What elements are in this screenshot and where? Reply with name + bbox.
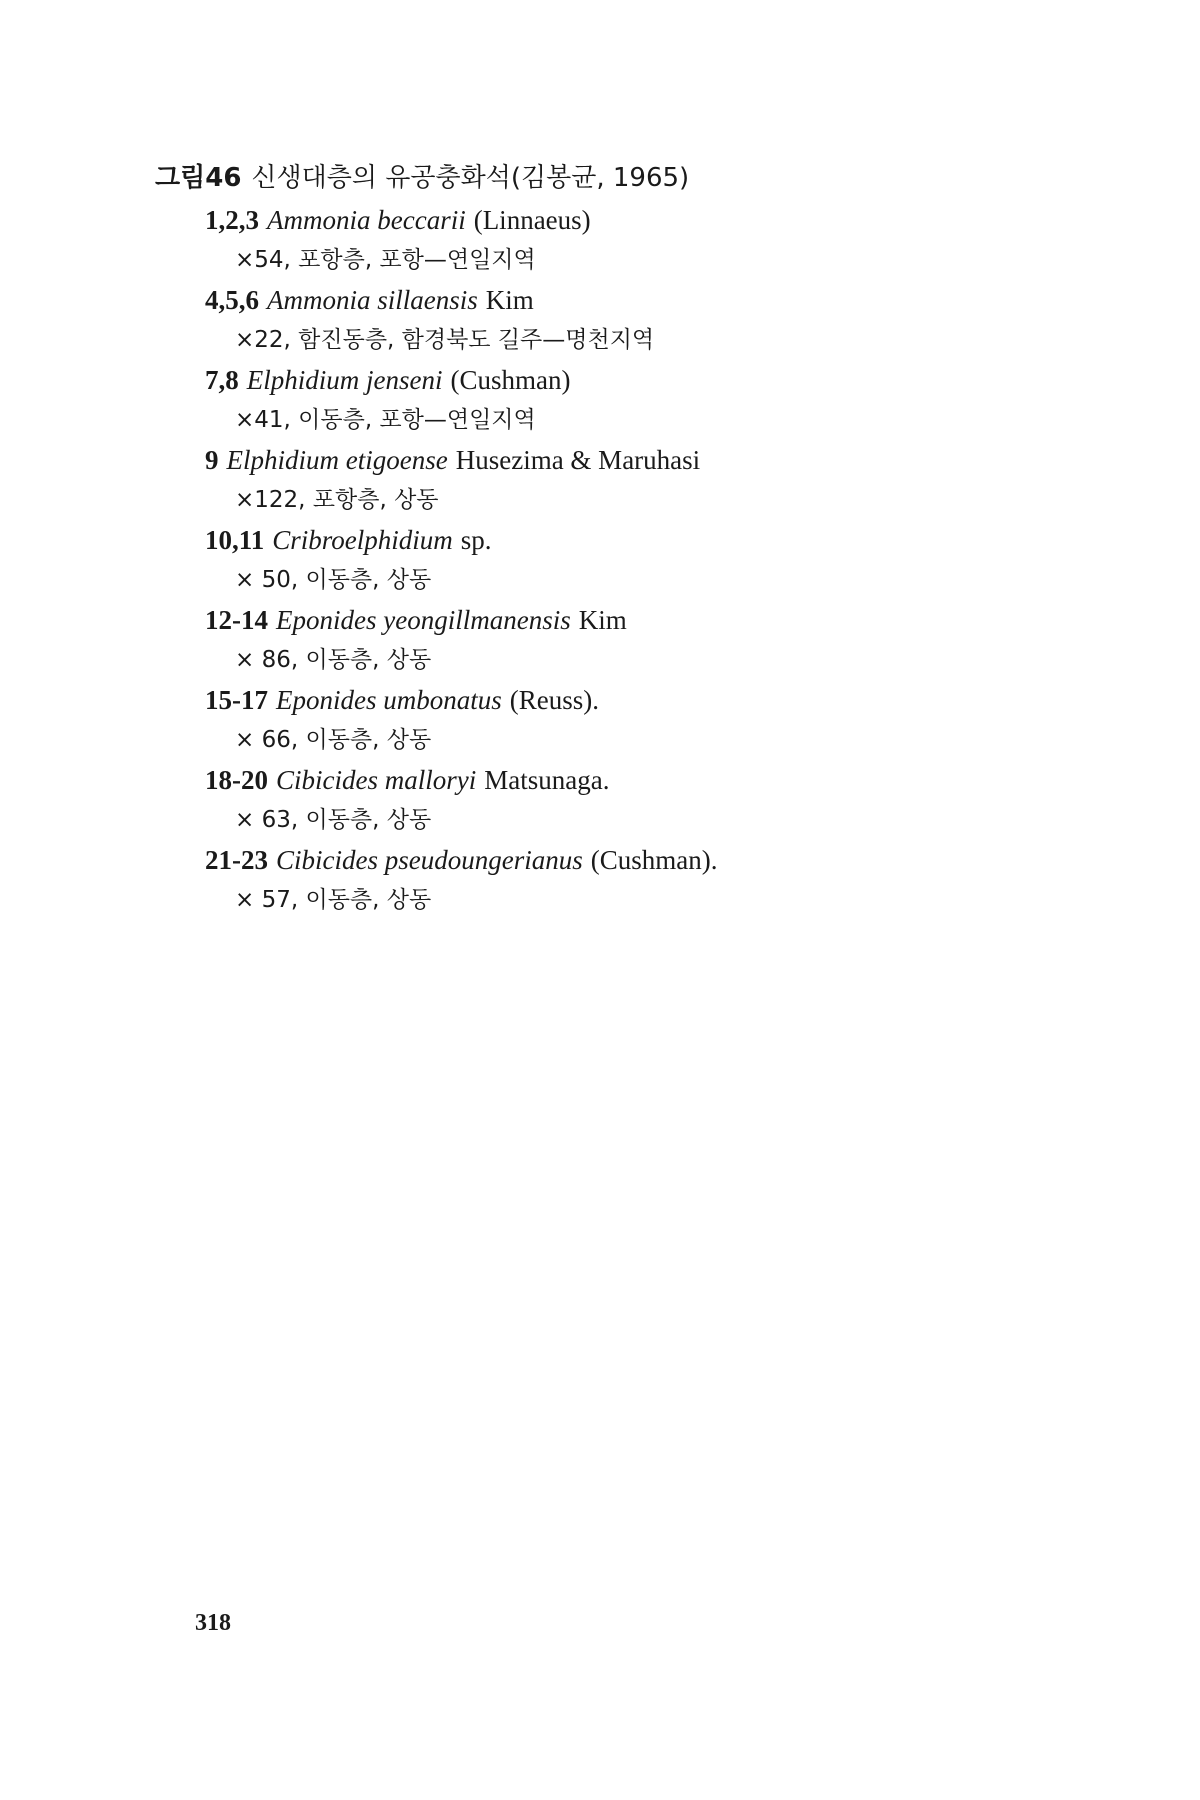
species-author: Husezima & Maruhasi	[455, 445, 701, 475]
specimen-detail: ×54, 포항층, 포항—연일지역	[235, 247, 536, 273]
species-line	[205, 682, 1055, 718]
specimen-detail: ×22, 함진동층, 함경북도 길주—명천지역	[235, 327, 655, 353]
species-line	[205, 842, 1055, 878]
specimen-detail: ×122, 포항층, 상동	[235, 487, 439, 513]
species-entry	[205, 362, 1055, 438]
specimen-detail: × 66, 이동층, 상동	[235, 727, 432, 753]
specimen-detail: × 50, 이동층, 상동	[235, 567, 432, 593]
specimen-numbers: 12-14	[205, 605, 268, 635]
page-number: 318	[195, 1610, 231, 1636]
species-entry	[205, 842, 1055, 918]
figure-title: 신생대층의 유공충화석	[251, 163, 511, 193]
species-name: Eponides yeongillmanensis	[276, 605, 571, 635]
specimen-numbers: 7,8	[205, 365, 239, 395]
species-line	[205, 442, 1055, 478]
species-author: Matsunaga.	[484, 765, 610, 795]
figure-caption	[155, 160, 1055, 918]
species-line	[205, 202, 1055, 238]
specimen-numbers: 10,11	[205, 525, 265, 555]
species-name: Eponides umbonatus	[276, 685, 502, 715]
specimen-numbers: 15-17	[205, 685, 268, 715]
species-name: Ammonia beccarii	[267, 205, 466, 235]
species-author: Kim	[485, 285, 534, 315]
specimen-detail: × 86, 이동층, 상동	[235, 647, 432, 673]
species-entry	[205, 282, 1055, 358]
specimen-detail: × 63, 이동층, 상동	[235, 807, 432, 833]
species-author: (Reuss).	[509, 685, 599, 715]
species-author: Kim	[578, 605, 627, 635]
specimen-detail: × 57, 이동층, 상동	[235, 887, 432, 913]
species-line	[205, 362, 1055, 398]
species-author: (Cushman).	[590, 845, 718, 875]
caption-title	[155, 160, 1055, 196]
species-entry	[205, 682, 1055, 758]
specimen-detail: ×41, 이동층, 포항—연일지역	[235, 407, 536, 433]
species-line	[205, 282, 1055, 318]
species-name: Cribroelphidium	[272, 525, 453, 555]
species-entry	[205, 762, 1055, 838]
species-line	[205, 522, 1055, 558]
figure-source: (김봉균, 1965)	[510, 163, 690, 193]
specimen-numbers: 9	[205, 445, 219, 475]
species-name: Elphidium jenseni	[246, 365, 443, 395]
species-entry	[205, 602, 1055, 678]
species-name: Cibicides pseudoungerianus	[276, 845, 583, 875]
species-entry	[205, 522, 1055, 598]
species-name: Ammonia sillaensis	[267, 285, 478, 315]
species-author: (Cushman)	[450, 365, 571, 395]
specimen-numbers: 1,2,3	[205, 205, 259, 235]
species-author: (Linnaeus)	[473, 205, 591, 235]
figure-label: 그림46	[155, 163, 242, 193]
specimen-numbers: 4,5,6	[205, 285, 259, 315]
specimen-numbers: 18-20	[205, 765, 268, 795]
species-author: sp.	[460, 525, 492, 555]
species-line	[205, 762, 1055, 798]
species-name: Cibicides malloryi	[276, 765, 477, 795]
species-line	[205, 602, 1055, 638]
specimen-numbers: 21-23	[205, 845, 268, 875]
species-name: Elphidium etigoense	[226, 445, 448, 475]
species-entry	[205, 202, 1055, 278]
species-entry	[205, 442, 1055, 518]
